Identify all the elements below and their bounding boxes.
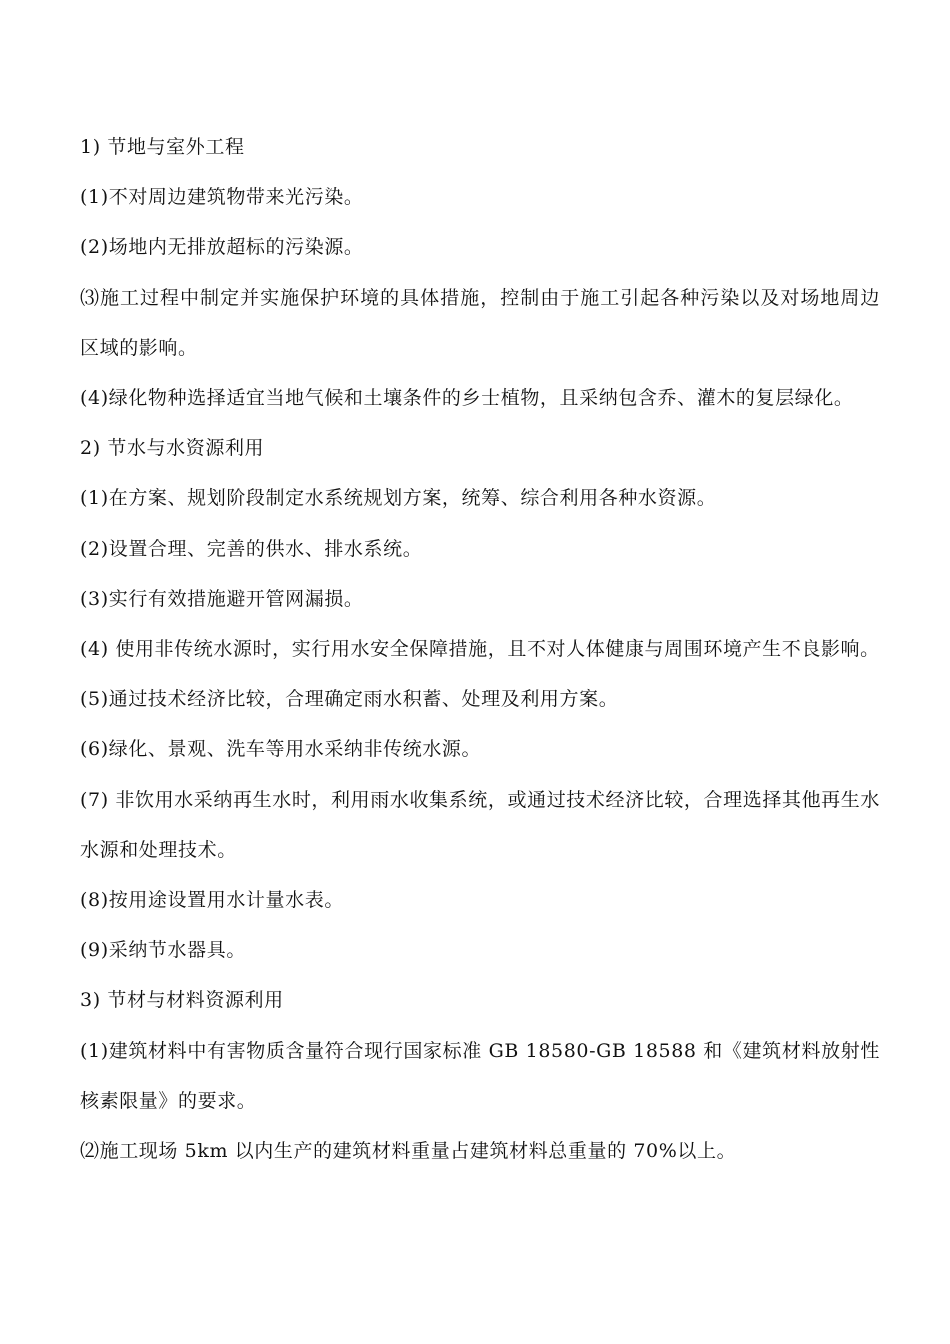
- list-item: (9)采纳节水器具。: [80, 939, 246, 962]
- list-item: (8)按用途设置用水计量水表。: [80, 889, 344, 912]
- list-item: ⑶施工过程中制定并实施保护环境的具体措施，控制由于施工引起各种污染以及对场地周边区域的影响。: [80, 286, 880, 359]
- list-item: (2)设置合理、完善的供水、排水系统。: [80, 537, 423, 560]
- list-item: (5)通过技术经济比较，合理确定雨水积蓄、处理及利用方案。: [80, 688, 619, 711]
- section-heading-water-saving: 2) 节水与水资源利用: [80, 437, 265, 460]
- list-item: (4)绿化物种选择适宜当地气候和土壤条件的乡士植物，且采纳包含乔、灌木的复层绿化。: [80, 387, 854, 410]
- list-item: (1)不对周边建筑物带来光污染。: [80, 186, 364, 209]
- list-item: ⑵施工现场 5km 以内生产的建筑材料重量占建筑材料总重量的 70%以上。: [80, 1140, 737, 1163]
- list-item: (4) 使用非传统水源时，实行用水安全保障措施，且不对人体健康与周围环境产生不良影响。: [80, 638, 880, 661]
- section-heading-material-saving: 3) 节材与材料资源利用: [80, 989, 284, 1012]
- section-heading-land-saving: 1) 节地与室外工程: [80, 136, 245, 158]
- list-item: (3)实行有效措施避开管网漏损。: [80, 587, 364, 610]
- list-item: (6)绿化、景观、洗车等用水采纳非传统水源。: [80, 738, 482, 761]
- list-item: (1)建筑材料中有害物质含量符合现行国家标准 GB 18580-GB 18588 和《建筑材料放射性核素限量》的要求。: [80, 1039, 880, 1112]
- list-item: (7) 非饮用水采纳再生水时，利用雨水收集系统，或通过技术经济比较，合理选择其他再生水水源和处理技术。: [80, 788, 880, 861]
- list-item: (1)在方案、规划阶段制定水系统规划方案，统筹、综合利用各种水资源。: [80, 487, 717, 510]
- list-item: (2)场地内无排放超标的污染源。: [80, 236, 364, 259]
- document-body: [80, 122, 880, 1176]
